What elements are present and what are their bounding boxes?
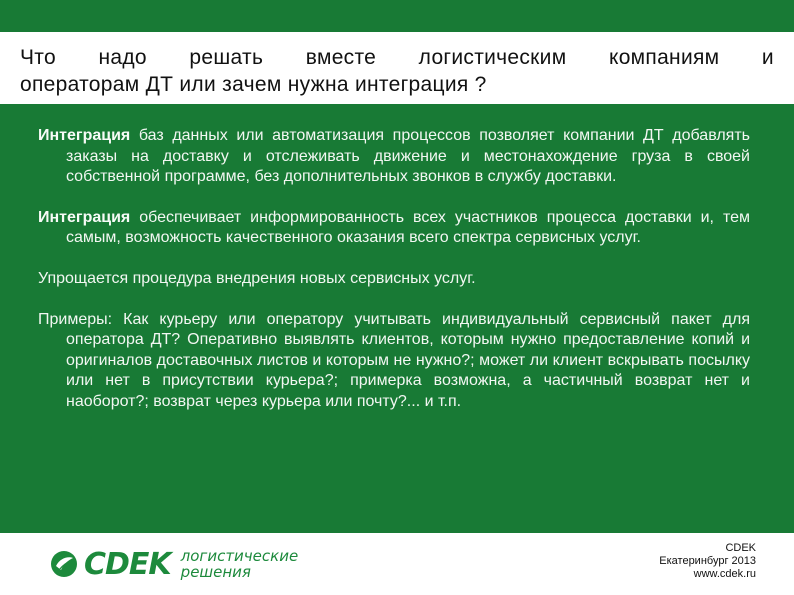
title-word: Что bbox=[20, 46, 56, 69]
paragraph-text: Примеры: Как курьеру или оператору учитывать индивидуальный сервисный пакет для оператора ДТ? Оперативно выявлять клиентов, которым нужно предоставление копий и оригиналов доставочных листов и которым не нужно?; может ли клиент вскрывать посылку или нет в присутствии курьера?; примерка возможна, а частичный возврат нет и наоборот?; возврат через курьера или почту?... и т.п. bbox=[38, 310, 750, 410]
top-band bbox=[0, 0, 794, 32]
title-line-1 bbox=[20, 44, 774, 71]
logo-tagline bbox=[181, 548, 299, 580]
title-word: логистическим bbox=[418, 46, 567, 69]
paragraph-text: баз данных или автоматизация процессов позволяет компании ДТ добавлять заказы на доставку и отслеживать движение и местонахождение груза в своей собственной программе, без дополнительных звонков в службу доставки. bbox=[66, 127, 750, 186]
title-bar bbox=[0, 32, 794, 104]
footer-website: www.cdek.ru bbox=[693, 568, 756, 580]
title-word: решать bbox=[189, 46, 264, 69]
logo-tagline-line-1: логистические bbox=[180, 547, 299, 565]
paragraph-integration-1 bbox=[38, 126, 750, 188]
paragraph-lead: Интеграция bbox=[38, 127, 131, 144]
cdek-logo bbox=[50, 546, 298, 582]
paragraph-text: обеспечивает информированность всех участников процесса доставки и, тем самым, возможность качественного оказания всего спектра сервисных услуг. bbox=[66, 208, 750, 247]
footer-city-year: Екатеринбург 2013 bbox=[659, 555, 756, 567]
footer-company: CDEK bbox=[725, 542, 756, 554]
title-line-2: операторам ДТ или зачем нужна интеграция ? bbox=[20, 73, 487, 96]
footer-info bbox=[659, 542, 756, 581]
title-word: и bbox=[761, 46, 774, 69]
logo-wordmark: CDEK bbox=[84, 546, 171, 582]
title-word: вместе bbox=[305, 46, 377, 69]
paragraph-simplification bbox=[38, 269, 750, 290]
logo-tagline-line-2: решения bbox=[180, 563, 251, 581]
title-word: компаниям bbox=[608, 46, 720, 69]
paragraph-lead: Интеграция bbox=[38, 208, 131, 226]
paragraph-integration-2 bbox=[38, 208, 750, 249]
slide-content bbox=[38, 126, 750, 433]
paragraph-examples bbox=[38, 310, 750, 413]
title-word: надо bbox=[98, 46, 147, 69]
cdek-leaf-icon bbox=[50, 550, 78, 578]
paragraph-text: Упрощается процедура внедрения новых сервисных услуг. bbox=[38, 269, 476, 287]
